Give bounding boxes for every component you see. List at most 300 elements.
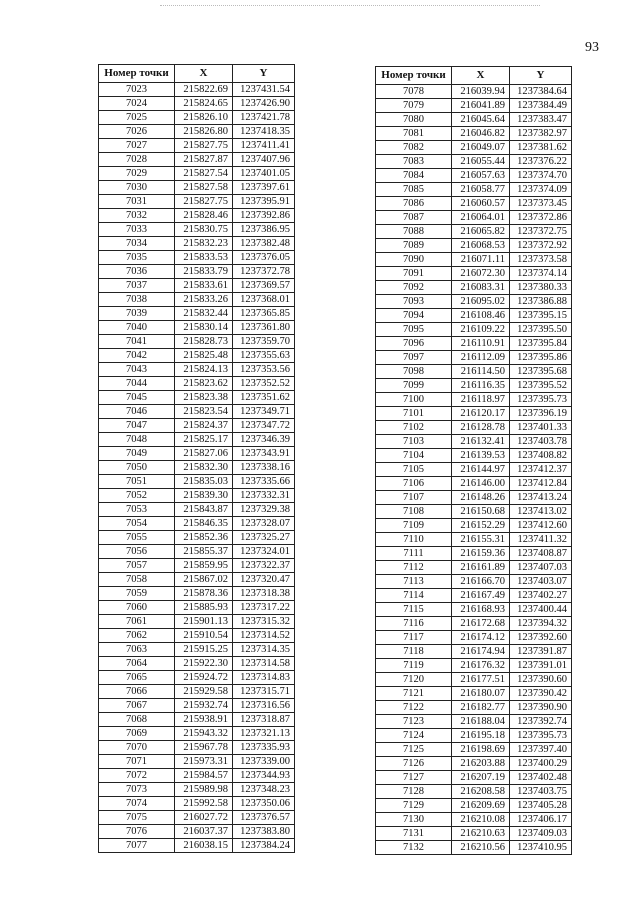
point-number-cell: 7026 [99,125,175,139]
point-number-cell: 7076 [99,825,175,839]
table-row [376,603,572,617]
page-number: 93 [585,40,599,55]
x-coordinate-cell: 215827.54 [175,167,233,181]
y-coordinate-cell: 1237421.78 [233,111,295,125]
table-row [376,323,572,337]
point-number-cell: 7116 [376,617,452,631]
point-number-cell: 7130 [376,813,452,827]
point-number-cell: 7052 [99,489,175,503]
table-row [376,757,572,771]
point-number-cell: 7094 [376,309,452,323]
header-y: Y [233,65,295,83]
x-coordinate-cell: 215922.30 [175,657,233,671]
y-coordinate-cell: 1237412.37 [510,463,572,477]
point-number-cell: 7111 [376,547,452,561]
table-row [99,97,295,111]
x-coordinate-cell: 216046.82 [452,127,510,141]
y-coordinate-cell: 1237395.50 [510,323,572,337]
x-coordinate-cell: 216041.89 [452,99,510,113]
table-row [376,281,572,295]
point-number-cell: 7063 [99,643,175,657]
x-coordinate-cell: 216174.94 [452,645,510,659]
point-number-cell: 7046 [99,405,175,419]
y-coordinate-cell: 1237384.64 [510,85,572,99]
point-number-cell: 7030 [99,181,175,195]
x-coordinate-cell: 215823.62 [175,377,233,391]
point-number-cell: 7028 [99,153,175,167]
point-number-cell: 7044 [99,377,175,391]
x-coordinate-cell: 216128.78 [452,421,510,435]
y-coordinate-cell: 1237321.13 [233,727,295,741]
table-row [99,713,295,727]
x-coordinate-cell: 216038.15 [175,839,233,853]
point-number-cell: 7104 [376,449,452,463]
x-coordinate-cell: 216210.08 [452,813,510,827]
table-row [99,349,295,363]
point-number-cell: 7085 [376,183,452,197]
x-coordinate-cell: 216118.97 [452,393,510,407]
y-coordinate-cell: 1237380.33 [510,281,572,295]
x-coordinate-cell: 215932.74 [175,699,233,713]
y-coordinate-cell: 1237346.39 [233,433,295,447]
point-number-cell: 7131 [376,827,452,841]
table-row [376,365,572,379]
table-row [376,799,572,813]
x-coordinate-cell: 215827.58 [175,181,233,195]
x-coordinate-cell: 216210.56 [452,841,510,855]
x-coordinate-cell: 215929.58 [175,685,233,699]
x-coordinate-cell: 216209.69 [452,799,510,813]
point-number-cell: 7114 [376,589,452,603]
point-number-cell: 7089 [376,239,452,253]
x-coordinate-cell: 216208.58 [452,785,510,799]
x-coordinate-cell: 216152.29 [452,519,510,533]
table-row [99,769,295,783]
x-coordinate-cell: 216108.46 [452,309,510,323]
point-number-cell: 7058 [99,573,175,587]
point-number-cell: 7023 [99,83,175,97]
point-number-cell: 7075 [99,811,175,825]
table-row [376,141,572,155]
table-row [99,825,295,839]
y-coordinate-cell: 1237395.52 [510,379,572,393]
x-coordinate-cell: 215823.38 [175,391,233,405]
x-coordinate-cell: 215826.80 [175,125,233,139]
point-number-cell: 7072 [99,769,175,783]
table-row [99,83,295,97]
point-number-cell: 7091 [376,267,452,281]
x-coordinate-cell: 215825.48 [175,349,233,363]
table-row [99,615,295,629]
table-row [376,183,572,197]
y-coordinate-cell: 1237411.41 [233,139,295,153]
point-number-cell: 7099 [376,379,452,393]
x-coordinate-cell: 215915.25 [175,643,233,657]
y-coordinate-cell: 1237318.38 [233,587,295,601]
table-row [99,657,295,671]
x-coordinate-cell: 216055.44 [452,155,510,169]
y-coordinate-cell: 1237381.62 [510,141,572,155]
table-row [376,113,572,127]
table-header-row [376,67,572,85]
point-number-cell: 7041 [99,335,175,349]
table-row [99,475,295,489]
point-number-cell: 7107 [376,491,452,505]
point-number-cell: 7086 [376,197,452,211]
point-number-cell: 7034 [99,237,175,251]
y-coordinate-cell: 1237318.87 [233,713,295,727]
table-row [99,363,295,377]
point-number-cell: 7032 [99,209,175,223]
x-coordinate-cell: 215967.78 [175,741,233,755]
table-row [99,209,295,223]
coordinates-table-right [375,66,572,855]
x-coordinate-cell: 215824.65 [175,97,233,111]
point-number-cell: 7097 [376,351,452,365]
table-row [99,461,295,475]
y-coordinate-cell: 1237315.32 [233,615,295,629]
point-number-cell: 7098 [376,365,452,379]
y-coordinate-cell: 1237383.80 [233,825,295,839]
x-coordinate-cell: 215827.87 [175,153,233,167]
x-coordinate-cell: 216057.63 [452,169,510,183]
y-coordinate-cell: 1237316.56 [233,699,295,713]
point-number-cell: 7036 [99,265,175,279]
table-row [376,211,572,225]
y-coordinate-cell: 1237384.49 [510,99,572,113]
y-coordinate-cell: 1237352.52 [233,377,295,391]
point-number-cell: 7051 [99,475,175,489]
point-number-cell: 7127 [376,771,452,785]
y-coordinate-cell: 1237372.86 [510,211,572,225]
y-coordinate-cell: 1237353.56 [233,363,295,377]
point-number-cell: 7083 [376,155,452,169]
y-coordinate-cell: 1237314.35 [233,643,295,657]
y-coordinate-cell: 1237349.71 [233,405,295,419]
x-coordinate-cell: 215828.46 [175,209,233,223]
x-coordinate-cell: 215833.61 [175,279,233,293]
point-number-cell: 7112 [376,561,452,575]
x-coordinate-cell: 216072.30 [452,267,510,281]
y-coordinate-cell: 1237397.40 [510,743,572,757]
table-row [99,699,295,713]
table-row [376,673,572,687]
y-coordinate-cell: 1237411.32 [510,533,572,547]
point-number-cell: 7065 [99,671,175,685]
y-coordinate-cell: 1237407.96 [233,153,295,167]
point-number-cell: 7068 [99,713,175,727]
table-row [376,729,572,743]
table-row [376,827,572,841]
point-number-cell: 7110 [376,533,452,547]
point-number-cell: 7040 [99,321,175,335]
y-coordinate-cell: 1237386.88 [510,295,572,309]
table-row [99,167,295,181]
x-coordinate-cell: 215839.30 [175,489,233,503]
table-row [376,421,572,435]
y-coordinate-cell: 1237369.57 [233,279,295,293]
point-number-cell: 7077 [99,839,175,853]
x-coordinate-cell: 215878.36 [175,587,233,601]
x-coordinate-cell: 216116.35 [452,379,510,393]
x-coordinate-cell: 216139.53 [452,449,510,463]
table-row [376,533,572,547]
point-number-cell: 7043 [99,363,175,377]
y-coordinate-cell: 1237391.01 [510,659,572,673]
table-row [376,197,572,211]
point-number-cell: 7113 [376,575,452,589]
scan-top-edge [160,5,540,6]
y-coordinate-cell: 1237403.07 [510,575,572,589]
point-number-cell: 7066 [99,685,175,699]
y-coordinate-cell: 1237383.47 [510,113,572,127]
x-coordinate-cell: 216120.17 [452,407,510,421]
header-x: X [452,67,510,85]
x-coordinate-cell: 216172.68 [452,617,510,631]
y-coordinate-cell: 1237359.70 [233,335,295,349]
table-row [376,463,572,477]
table-row [376,393,572,407]
table-row [376,267,572,281]
x-coordinate-cell: 216144.97 [452,463,510,477]
table-row [99,601,295,615]
y-coordinate-cell: 1237390.90 [510,701,572,715]
x-coordinate-cell: 215826.10 [175,111,233,125]
x-coordinate-cell: 216203.88 [452,757,510,771]
y-coordinate-cell: 1237376.57 [233,811,295,825]
point-number-cell: 7106 [376,477,452,491]
x-coordinate-cell: 216132.41 [452,435,510,449]
x-coordinate-cell: 216064.01 [452,211,510,225]
point-number-cell: 7081 [376,127,452,141]
point-number-cell: 7128 [376,785,452,799]
y-coordinate-cell: 1237392.74 [510,715,572,729]
table-row [376,435,572,449]
point-number-cell: 7029 [99,167,175,181]
table-row [99,559,295,573]
header-point-number: Номер точки [376,67,452,85]
table-row [99,237,295,251]
x-coordinate-cell: 215984.57 [175,769,233,783]
table-row [376,85,572,99]
table-row [99,797,295,811]
point-number-cell: 7060 [99,601,175,615]
x-coordinate-cell: 216177.51 [452,673,510,687]
point-number-cell: 7037 [99,279,175,293]
table-row [376,701,572,715]
y-coordinate-cell: 1237408.82 [510,449,572,463]
x-coordinate-cell: 216068.53 [452,239,510,253]
y-coordinate-cell: 1237374.09 [510,183,572,197]
table-row [99,293,295,307]
x-coordinate-cell: 215824.13 [175,363,233,377]
table-row [376,547,572,561]
x-coordinate-cell: 216095.02 [452,295,510,309]
point-number-cell: 7101 [376,407,452,421]
y-coordinate-cell: 1237395.86 [510,351,572,365]
point-number-cell: 7067 [99,699,175,713]
point-number-cell: 7108 [376,505,452,519]
x-coordinate-cell: 216083.31 [452,281,510,295]
point-number-cell: 7082 [376,141,452,155]
y-coordinate-cell: 1237373.58 [510,253,572,267]
x-coordinate-cell: 216161.89 [452,561,510,575]
y-coordinate-cell: 1237368.01 [233,293,295,307]
y-coordinate-cell: 1237332.31 [233,489,295,503]
y-coordinate-cell: 1237402.48 [510,771,572,785]
table-row [376,99,572,113]
x-coordinate-cell: 215992.58 [175,797,233,811]
point-number-cell: 7092 [376,281,452,295]
point-number-cell: 7125 [376,743,452,757]
table-row [99,265,295,279]
table-row [99,517,295,531]
x-coordinate-cell: 216155.31 [452,533,510,547]
x-coordinate-cell: 215846.35 [175,517,233,531]
x-coordinate-cell: 216071.11 [452,253,510,267]
point-number-cell: 7090 [376,253,452,267]
point-number-cell: 7095 [376,323,452,337]
y-coordinate-cell: 1237314.52 [233,629,295,643]
y-coordinate-cell: 1237365.85 [233,307,295,321]
point-number-cell: 7079 [376,99,452,113]
point-number-cell: 7071 [99,755,175,769]
table-row [376,659,572,673]
y-coordinate-cell: 1237329.38 [233,503,295,517]
x-coordinate-cell: 216159.36 [452,547,510,561]
x-coordinate-cell: 215830.14 [175,321,233,335]
point-number-cell: 7062 [99,629,175,643]
table-row [99,377,295,391]
table-row [99,685,295,699]
x-coordinate-cell: 215901.13 [175,615,233,629]
x-coordinate-cell: 216167.49 [452,589,510,603]
table-row [99,839,295,853]
point-number-cell: 7025 [99,111,175,125]
point-number-cell: 7038 [99,293,175,307]
y-coordinate-cell: 1237338.16 [233,461,295,475]
y-coordinate-cell: 1237392.60 [510,631,572,645]
point-number-cell: 7070 [99,741,175,755]
table-row [376,617,572,631]
y-coordinate-cell: 1237413.24 [510,491,572,505]
table-row [376,407,572,421]
x-coordinate-cell: 216176.32 [452,659,510,673]
x-coordinate-cell: 216049.07 [452,141,510,155]
table-header-row [99,65,295,83]
table-row [376,491,572,505]
table-row [99,741,295,755]
table-row [99,545,295,559]
y-coordinate-cell: 1237314.83 [233,671,295,685]
point-number-cell: 7050 [99,461,175,475]
y-coordinate-cell: 1237418.35 [233,125,295,139]
point-number-cell: 7123 [376,715,452,729]
point-number-cell: 7027 [99,139,175,153]
point-number-cell: 7120 [376,673,452,687]
y-coordinate-cell: 1237335.66 [233,475,295,489]
table-row [99,433,295,447]
point-number-cell: 7047 [99,419,175,433]
x-coordinate-cell: 215822.69 [175,83,233,97]
point-number-cell: 7035 [99,251,175,265]
table-row [376,589,572,603]
x-coordinate-cell: 216065.82 [452,225,510,239]
point-number-cell: 7105 [376,463,452,477]
table-row [99,643,295,657]
table-row [376,771,572,785]
x-coordinate-cell: 215830.75 [175,223,233,237]
table-row [99,335,295,349]
x-coordinate-cell: 216207.19 [452,771,510,785]
y-coordinate-cell: 1237344.93 [233,769,295,783]
x-coordinate-cell: 216182.77 [452,701,510,715]
y-coordinate-cell: 1237339.00 [233,755,295,769]
point-number-cell: 7042 [99,349,175,363]
table-row [99,223,295,237]
point-number-cell: 7084 [376,169,452,183]
table-row [99,391,295,405]
x-coordinate-cell: 216198.69 [452,743,510,757]
y-coordinate-cell: 1237322.37 [233,559,295,573]
y-coordinate-cell: 1237400.44 [510,603,572,617]
x-coordinate-cell: 216058.77 [452,183,510,197]
table-row [376,295,572,309]
point-number-cell: 7122 [376,701,452,715]
y-coordinate-cell: 1237382.97 [510,127,572,141]
y-coordinate-cell: 1237400.29 [510,757,572,771]
table-row [99,139,295,153]
point-number-cell: 7100 [376,393,452,407]
table-row [99,531,295,545]
table-row [99,111,295,125]
y-coordinate-cell: 1237401.05 [233,167,295,181]
y-coordinate-cell: 1237413.02 [510,505,572,519]
point-number-cell: 7103 [376,435,452,449]
x-coordinate-cell: 216210.63 [452,827,510,841]
point-number-cell: 7056 [99,545,175,559]
table-row [99,153,295,167]
header-y: Y [510,67,572,85]
x-coordinate-cell: 215825.17 [175,433,233,447]
y-coordinate-cell: 1237343.91 [233,447,295,461]
y-coordinate-cell: 1237374.70 [510,169,572,183]
table-row [376,477,572,491]
x-coordinate-cell: 215859.95 [175,559,233,573]
point-number-cell: 7115 [376,603,452,617]
point-number-cell: 7126 [376,757,452,771]
y-coordinate-cell: 1237390.60 [510,673,572,687]
table-row [376,449,572,463]
x-coordinate-cell: 215938.91 [175,713,233,727]
table-row [376,561,572,575]
table-row [376,631,572,645]
y-coordinate-cell: 1237314.58 [233,657,295,671]
x-coordinate-cell: 215924.72 [175,671,233,685]
point-number-cell: 7073 [99,783,175,797]
point-number-cell: 7064 [99,657,175,671]
point-number-cell: 7033 [99,223,175,237]
y-coordinate-cell: 1237372.75 [510,225,572,239]
y-coordinate-cell: 1237382.48 [233,237,295,251]
x-coordinate-cell: 216109.22 [452,323,510,337]
table-row [376,337,572,351]
y-coordinate-cell: 1237397.61 [233,181,295,195]
table-row [376,169,572,183]
x-coordinate-cell: 215843.87 [175,503,233,517]
point-number-cell: 7059 [99,587,175,601]
point-number-cell: 7031 [99,195,175,209]
